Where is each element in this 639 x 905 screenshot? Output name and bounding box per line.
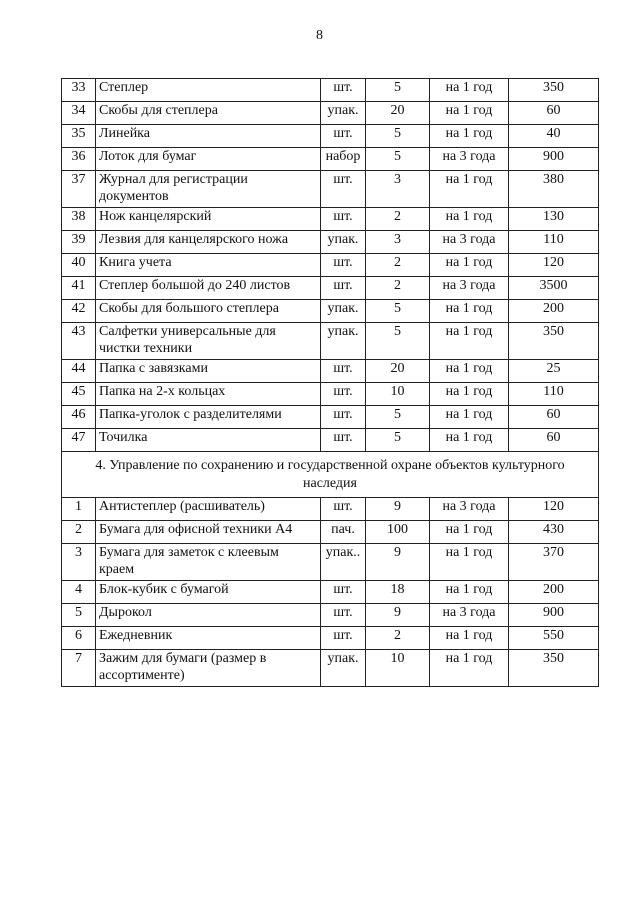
price-cell: 60: [509, 102, 599, 125]
period-cell: на 1 год: [430, 208, 509, 231]
period-cell: на 1 год: [430, 171, 509, 208]
item-name-cell: Скобы для степлера: [96, 102, 321, 125]
quantity-cell: 2: [366, 254, 430, 277]
period-cell: на 1 год: [430, 544, 509, 581]
quantity-cell: 5: [366, 79, 430, 102]
item-name-cell: Ежедневник: [96, 627, 321, 650]
period-cell: на 1 год: [430, 406, 509, 429]
period-cell: на 1 год: [430, 521, 509, 544]
row-number-cell: 44: [62, 360, 96, 383]
price-cell: 60: [509, 429, 599, 452]
period-cell: на 1 год: [430, 627, 509, 650]
quantity-cell: 20: [366, 102, 430, 125]
quantity-cell: 5: [366, 148, 430, 171]
quantity-cell: 5: [366, 406, 430, 429]
item-name-cell: Скобы для большого степлера: [96, 300, 321, 323]
table-row: [62, 208, 599, 231]
unit-cell: шт.: [321, 254, 366, 277]
quantity-cell: 5: [366, 300, 430, 323]
unit-cell: набор: [321, 148, 366, 171]
unit-cell: шт.: [321, 604, 366, 627]
row-number-cell: 43: [62, 323, 96, 360]
item-name-cell: Степлер большой до 240 листов: [96, 277, 321, 300]
item-name-cell: Зажим для бумаги (размер в ассортименте): [96, 650, 321, 687]
price-cell: 350: [509, 650, 599, 687]
table-row: [62, 148, 599, 171]
period-cell: на 1 год: [430, 581, 509, 604]
table-row: [62, 650, 599, 687]
section-title: 4. Управление по сохранению и государственной охране объектов культурного наследия: [62, 452, 599, 498]
quantity-cell: 5: [366, 429, 430, 452]
item-name-cell: Линейка: [96, 125, 321, 148]
table-body-bottom: [62, 498, 599, 687]
table-row: [62, 581, 599, 604]
unit-cell: упак.: [321, 323, 366, 360]
price-cell: 900: [509, 148, 599, 171]
period-cell: на 1 год: [430, 323, 509, 360]
item-name-cell: Салфетки универсальные для чистки техники: [96, 323, 321, 360]
period-cell: на 1 год: [430, 300, 509, 323]
quantity-cell: 2: [366, 627, 430, 650]
quantity-cell: 3: [366, 231, 430, 254]
quantity-cell: 9: [366, 604, 430, 627]
price-cell: 3500: [509, 277, 599, 300]
row-number-cell: 34: [62, 102, 96, 125]
page-number: 8: [316, 28, 323, 43]
row-number-cell: 3: [62, 544, 96, 581]
period-cell: на 1 год: [430, 254, 509, 277]
unit-cell: шт.: [321, 406, 366, 429]
item-name-cell: Блок-кубик с бумагой: [96, 581, 321, 604]
period-cell: на 1 год: [430, 125, 509, 148]
price-cell: 200: [509, 300, 599, 323]
price-cell: 110: [509, 383, 599, 406]
price-cell: 380: [509, 171, 599, 208]
item-name-cell: Точилка: [96, 429, 321, 452]
table-row: [62, 277, 599, 300]
section-header-row: [62, 452, 599, 498]
price-cell: 900: [509, 604, 599, 627]
row-number-cell: 42: [62, 300, 96, 323]
unit-cell: шт.: [321, 581, 366, 604]
table-row: [62, 627, 599, 650]
price-cell: 370: [509, 544, 599, 581]
table-row: [62, 231, 599, 254]
period-cell: на 1 год: [430, 383, 509, 406]
quantity-cell: 2: [366, 208, 430, 231]
period-cell: на 3 года: [430, 277, 509, 300]
table-row: [62, 383, 599, 406]
row-number-cell: 45: [62, 383, 96, 406]
table-row: [62, 544, 599, 581]
price-cell: 350: [509, 79, 599, 102]
supplies-table: [61, 78, 599, 687]
table-row: [62, 429, 599, 452]
row-number-cell: 38: [62, 208, 96, 231]
table-row: [62, 125, 599, 148]
row-number-cell: 47: [62, 429, 96, 452]
period-cell: на 1 год: [430, 79, 509, 102]
price-cell: 40: [509, 125, 599, 148]
table-row: [62, 604, 599, 627]
price-cell: 60: [509, 406, 599, 429]
table-row: [62, 254, 599, 277]
quantity-cell: 100: [366, 521, 430, 544]
price-cell: 110: [509, 231, 599, 254]
quantity-cell: 18: [366, 581, 430, 604]
price-cell: 120: [509, 498, 599, 521]
row-number-cell: 7: [62, 650, 96, 687]
period-cell: на 3 года: [430, 148, 509, 171]
table-row: [62, 300, 599, 323]
table-row: [62, 171, 599, 208]
table-row: [62, 360, 599, 383]
row-number-cell: 39: [62, 231, 96, 254]
period-cell: на 3 года: [430, 231, 509, 254]
unit-cell: шт.: [321, 125, 366, 148]
quantity-cell: 20: [366, 360, 430, 383]
item-name-cell: Бумага для заметок с клеевым краем: [96, 544, 321, 581]
period-cell: на 1 год: [430, 360, 509, 383]
quantity-cell: 9: [366, 498, 430, 521]
unit-cell: шт.: [321, 383, 366, 406]
item-name-cell: Лезвия для канцелярского ножа: [96, 231, 321, 254]
row-number-cell: 46: [62, 406, 96, 429]
section-header-body: [62, 452, 599, 498]
item-name-cell: Степлер: [96, 79, 321, 102]
price-cell: 430: [509, 521, 599, 544]
row-number-cell: 5: [62, 604, 96, 627]
price-cell: 25: [509, 360, 599, 383]
quantity-cell: 2: [366, 277, 430, 300]
unit-cell: шт.: [321, 360, 366, 383]
period-cell: на 3 года: [430, 604, 509, 627]
table-body-top: [62, 79, 599, 452]
unit-cell: шт.: [321, 277, 366, 300]
item-name-cell: Дырокол: [96, 604, 321, 627]
item-name-cell: Нож канцелярский: [96, 208, 321, 231]
table-row: [62, 102, 599, 125]
period-cell: на 3 года: [430, 498, 509, 521]
item-name-cell: Книга учета: [96, 254, 321, 277]
unit-cell: упак.: [321, 650, 366, 687]
price-cell: 130: [509, 208, 599, 231]
period-cell: на 1 год: [430, 102, 509, 125]
item-name-cell: Папка-уголок с разделителями: [96, 406, 321, 429]
row-number-cell: 40: [62, 254, 96, 277]
price-cell: 550: [509, 627, 599, 650]
unit-cell: шт.: [321, 208, 366, 231]
unit-cell: упак.: [321, 300, 366, 323]
table-row: [62, 323, 599, 360]
row-number-cell: 35: [62, 125, 96, 148]
unit-cell: упак.: [321, 102, 366, 125]
unit-cell: шт.: [321, 171, 366, 208]
unit-cell: пач.: [321, 521, 366, 544]
row-number-cell: 36: [62, 148, 96, 171]
unit-cell: упак..: [321, 544, 366, 581]
table-row: [62, 521, 599, 544]
item-name-cell: Антистеплер (расшиватель): [96, 498, 321, 521]
unit-cell: шт.: [321, 498, 366, 521]
quantity-cell: 5: [366, 125, 430, 148]
row-number-cell: 2: [62, 521, 96, 544]
price-cell: 120: [509, 254, 599, 277]
row-number-cell: 41: [62, 277, 96, 300]
quantity-cell: 10: [366, 383, 430, 406]
item-name-cell: Журнал для регистрации документов: [96, 171, 321, 208]
item-name-cell: Папка на 2-х кольцах: [96, 383, 321, 406]
quantity-cell: 10: [366, 650, 430, 687]
row-number-cell: 4: [62, 581, 96, 604]
quantity-cell: 3: [366, 171, 430, 208]
row-number-cell: 6: [62, 627, 96, 650]
period-cell: на 1 год: [430, 650, 509, 687]
table-row: [62, 498, 599, 521]
period-cell: на 1 год: [430, 429, 509, 452]
item-name-cell: Лоток для бумаг: [96, 148, 321, 171]
quantity-cell: 5: [366, 323, 430, 360]
unit-cell: шт.: [321, 627, 366, 650]
quantity-cell: 9: [366, 544, 430, 581]
price-cell: 350: [509, 323, 599, 360]
row-number-cell: 37: [62, 171, 96, 208]
unit-cell: шт.: [321, 429, 366, 452]
item-name-cell: Бумага для офисной техники А4: [96, 521, 321, 544]
unit-cell: упак.: [321, 231, 366, 254]
price-cell: 200: [509, 581, 599, 604]
row-number-cell: 33: [62, 79, 96, 102]
item-name-cell: Папка с завязками: [96, 360, 321, 383]
table-row: [62, 79, 599, 102]
table-row: [62, 406, 599, 429]
unit-cell: шт.: [321, 79, 366, 102]
row-number-cell: 1: [62, 498, 96, 521]
